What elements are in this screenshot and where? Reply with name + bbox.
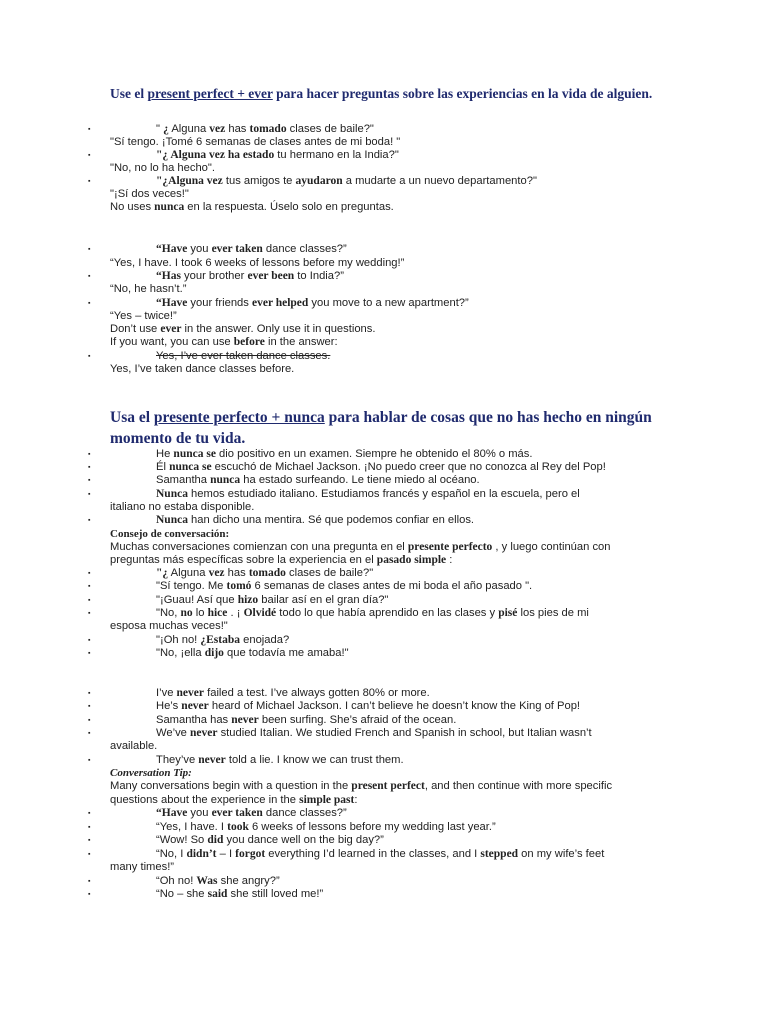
bullet-icon: ▪ xyxy=(88,650,91,657)
bullet-icon: ▪ xyxy=(88,178,91,185)
list-item: “Yes, I have. I took 6 weeks of lessons before my wedding last year.” xyxy=(156,821,496,833)
list-item: "No, ¡ella dijo que todavía me amaba!" xyxy=(156,647,349,659)
list-item: He nunca se dio positivo en un examen. Siempre he obtenido el 80% o más. xyxy=(156,448,533,460)
bullet-icon: ▪ xyxy=(88,824,91,831)
text-line: Muchas conversaciones comienzan con una pregunta en el presente perfecto , y luego continúan con xyxy=(110,541,611,553)
bullet-icon: ▪ xyxy=(88,353,91,360)
list-item: “Have you ever taken dance classes?” xyxy=(156,807,347,819)
list-item: Samantha nunca ha estado surfeando. Le tiene miedo al océano. xyxy=(156,474,480,486)
subheading-conversation-tip: Conversation Tip: xyxy=(110,767,192,779)
text-line: questions about the experience in the simple past: xyxy=(110,794,358,806)
list-item: "Sí tengo. Me tomó 6 semanas de clases antes de mi boda el año pasado ". xyxy=(156,580,533,592)
bullet-icon: ▪ xyxy=(88,152,91,159)
text-line: esposa muchas veces!" xyxy=(110,620,228,632)
bullet-icon: ▪ xyxy=(88,491,91,498)
bullet-icon: ▪ xyxy=(88,703,91,710)
bullet-icon: ▪ xyxy=(88,837,91,844)
text-line: Don’t use ever in the answer. Only use it in questions. xyxy=(110,323,376,335)
bullet-icon: ▪ xyxy=(88,570,91,577)
strikethrough-example: Yes, I’ve ever taken dance classes. xyxy=(156,350,331,362)
bullet-icon: ▪ xyxy=(88,300,91,307)
list-item: " ¿ Alguna vez has tomado clases de baile?" xyxy=(156,123,374,135)
text-line: preguntas más específicas sobre la experiencia en el pasado simple : xyxy=(110,554,453,566)
list-item: "¿Alguna vez tus amigos te ayudaron a mudarte a un nuevo departamento?" xyxy=(156,175,537,187)
text-line: available. xyxy=(110,740,158,752)
bullet-icon: ▪ xyxy=(88,126,91,133)
list-item: He’s never heard of Michael Jackson. I can’t believe he doesn’t know the King of Pop! xyxy=(156,700,581,712)
text-line: "No, no lo ha hecho". xyxy=(110,162,215,174)
text-line: Many conversations begin with a question in the present perfect, and then continue with more specific xyxy=(110,780,613,792)
bullet-icon: ▪ xyxy=(88,810,91,817)
list-item: "¿ Alguna vez has tomado clases de baile?" xyxy=(156,567,374,579)
list-item: “No – she said she still loved me!” xyxy=(156,888,324,900)
text-line: "¡Sí dos veces!" xyxy=(110,188,189,200)
bullet-icon: ▪ xyxy=(88,583,91,590)
text-line: “Yes, I have. I took 6 weeks of lessons before my wedding!” xyxy=(110,257,405,269)
list-item: “Has your brother ever been to India?” xyxy=(156,270,344,282)
bullet-icon: ▪ xyxy=(88,610,91,617)
bullet-icon: ▪ xyxy=(88,637,91,644)
bullet-icon: ▪ xyxy=(88,517,91,524)
heading-link[interactable]: presente perfecto + nunca xyxy=(153,409,325,426)
bullet-icon: ▪ xyxy=(88,477,91,484)
bullet-icon: ▪ xyxy=(88,690,91,697)
bullet-icon: ▪ xyxy=(88,597,91,604)
list-item: “Wow! So did you dance well on the big day?” xyxy=(156,834,384,846)
list-item: "¿ Alguna vez ha estado tu hermano en la India?" xyxy=(156,149,399,161)
list-item: "¡Oh no! ¿Estaba enojada? xyxy=(156,634,290,646)
list-item: “Have your friends ever helped you move to a new apartment?” xyxy=(156,297,469,309)
text-line: “Yes – twice!” xyxy=(110,310,177,322)
list-item: I’ve never failed a test. I’ve always gotten 80% or more. xyxy=(156,687,430,699)
bullet-icon: ▪ xyxy=(88,891,91,898)
list-item: “Oh no! Was she angry?” xyxy=(156,875,280,887)
list-item: They’ve never told a lie. I know we can trust them. xyxy=(156,754,404,766)
list-item: Él nunca se escuchó de Michael Jackson. ¡No puedo creer que no conozca al Rey del Pop! xyxy=(156,461,606,473)
bullet-icon: ▪ xyxy=(88,851,91,858)
list-item: "No, no lo hice . ¡ Olvidé todo lo que había aprendido en las clases y pisé los pies de mi xyxy=(156,607,589,619)
list-item: “No, I didn’t – I forgot everything I’d learned in the classes, and I stepped on my wife’s feet xyxy=(156,848,605,860)
text-line: Yes, I’ve taken dance classes before. xyxy=(110,363,295,375)
heading-link[interactable]: present perfect + ever xyxy=(147,86,273,101)
bullet-icon: ▪ xyxy=(88,730,91,737)
list-item: Samantha has never been surfing. She’s afraid of the ocean. xyxy=(156,714,457,726)
bullet-icon: ▪ xyxy=(88,464,91,471)
text-line: No uses nunca en la respuesta. Úselo solo en preguntas. xyxy=(110,201,394,213)
list-item: Nunca hemos estudiado italiano. Estudiamos francés y español en la escuela, pero el xyxy=(156,488,580,500)
bullet-icon: ▪ xyxy=(88,451,91,458)
subheading-consejo: Consejo de conversación: xyxy=(110,528,230,540)
bullet-icon: ▪ xyxy=(88,273,91,280)
bullet-icon: ▪ xyxy=(88,878,91,885)
text-line: many times!” xyxy=(110,861,175,873)
text-line: "Sí tengo. ¡Tomé 6 semanas de clases antes de mi boda! " xyxy=(110,136,401,148)
list-item: “Have you ever taken dance classes?” xyxy=(156,243,347,255)
bullet-icon: ▪ xyxy=(88,757,91,764)
text-line: italiano no estaba disponible. xyxy=(110,501,255,513)
text-line: If you want, you can use before in the answer: xyxy=(110,336,338,348)
text-line: “No, he hasn’t.” xyxy=(110,283,187,295)
heading-present-perfect-ever: Use el present perfect + ever para hacer preguntas sobre las experiencias en la vida de alguien. xyxy=(110,86,653,101)
heading-presente-perfecto-nunca: Usa el presente perfecto + nunca para hablar de cosas que no has hecho en ningún momento de tu vida. xyxy=(110,409,652,447)
list-item: We’ve never studied Italian. We studied French and Spanish in school, but Italian wasn’t xyxy=(156,727,592,739)
bullet-icon: ▪ xyxy=(88,246,91,253)
list-item: Nunca han dicho una mentira. Sé que podemos confiar en ellos. xyxy=(156,514,475,526)
bullet-icon: ▪ xyxy=(88,717,91,724)
list-item: "¡Guau! Así que hizo bailar así en el gran día?" xyxy=(156,594,389,606)
